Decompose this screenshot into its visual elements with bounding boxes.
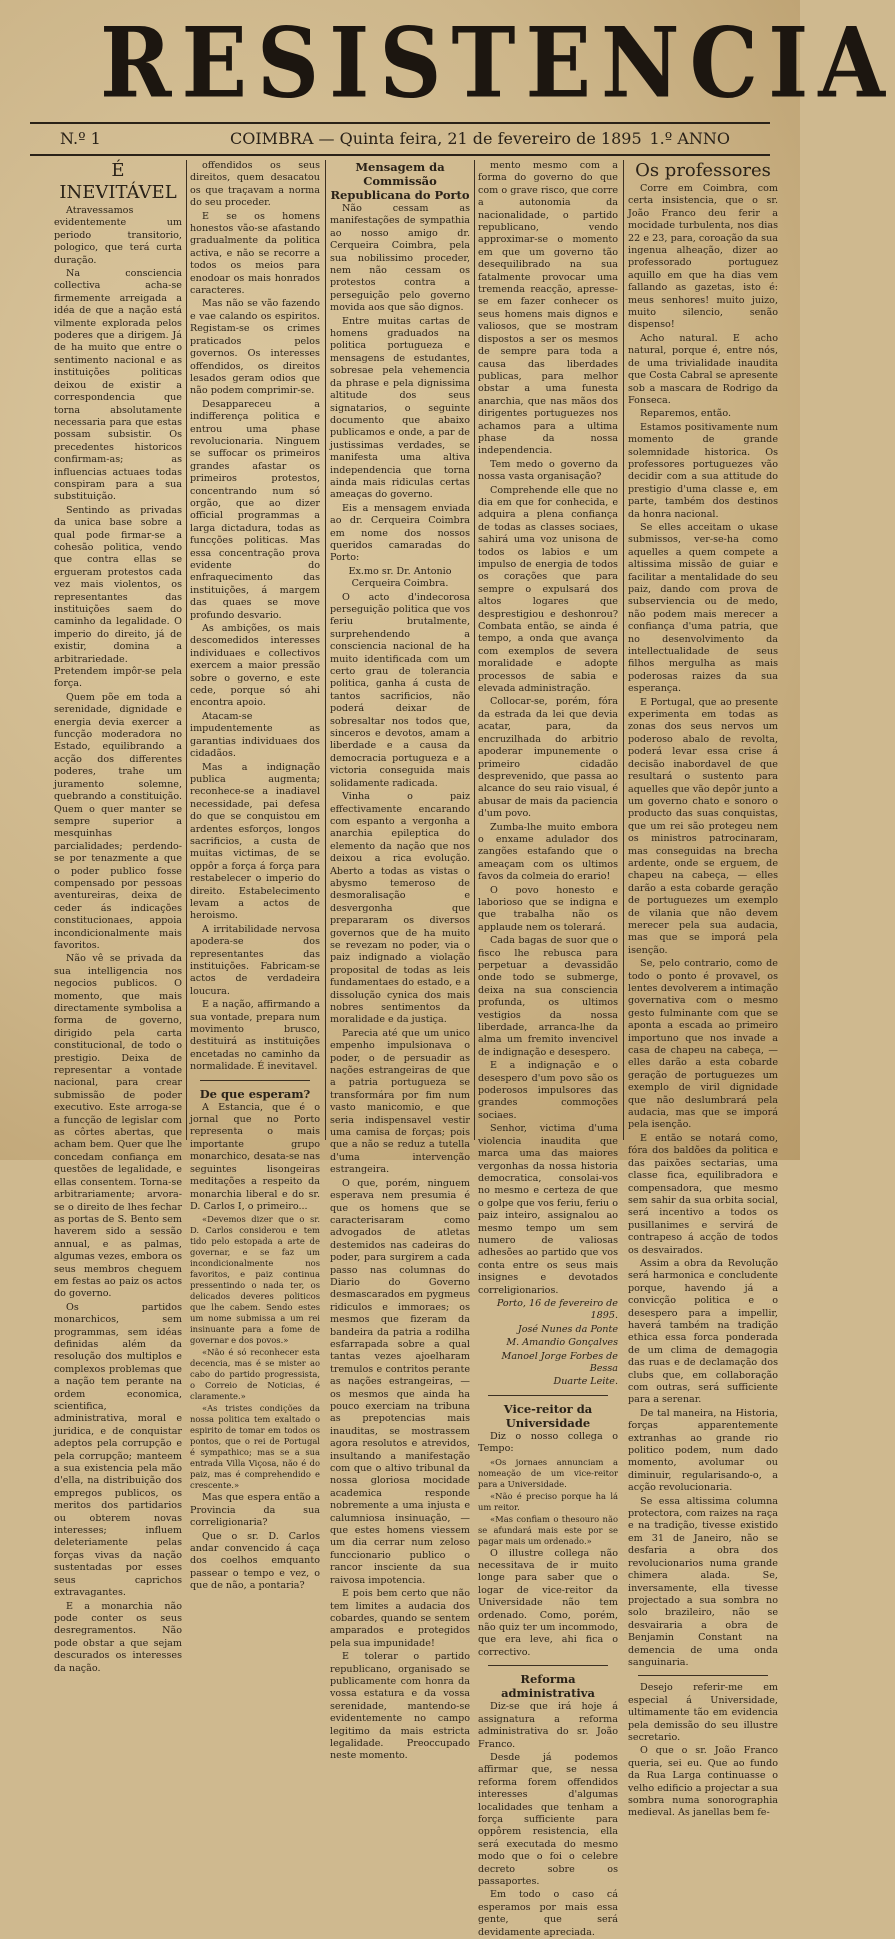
column-rule <box>325 160 326 1140</box>
paragraph: offendidos os seus direitos, quem desacatou os que traçavam a norma do seu proceder. <box>190 160 320 209</box>
paragraph: E a nação, affirmando a sua vontade, prepara num movimento brusco, destituirá as instituições encetadas no caminho da normalidade. É inevitavel. <box>190 999 320 1073</box>
paragraph: A irritabilidade nervosa apodera-se dos representantes das instituições. Fabricam-se actos de verdadeira loucura. <box>190 923 320 997</box>
paragraph: O acto d'indecorosa perseguição politica que vos feriu brutalmente, surprehendendo a consciencia nacional de ha muito identificada com um certo grau de tolerancia politica, ganha á custa de tantos sacrificios, não poderá deixar de sobresaltar nos todos que, sinceros e devotos, amam a liberdade e a causa da democracia portugueza e a victoria conseguida mais solidamente radicada. <box>330 591 470 789</box>
paragraph: O povo honesto e laborioso que se indigna e que trabalha não os applaude nem os tolerará. <box>478 884 618 933</box>
paragraph: As ambições, os mais descomedidos interesses individuaes e collectivos exercem a maior pressão sobre o governo, e este cede, porque só ahi encontra apoio. <box>190 623 320 709</box>
city-date: COIMBRA — Quinta feira, 21 de fevereiro de 1895 <box>230 129 642 148</box>
quote-paragraph: «As tristes condições da nossa politica tem exaltado o espirito de tomar em todos os pontos, que o rei de Portugal é sympathico; mas se a sua entrada Villa Viçosa, não é do paiz, mas é comprehendido e crescente.» <box>190 1403 320 1491</box>
paragraph: Desappareceu a indifferença politica e entrou uma phase revolucionaria. Ninguem se suffocar os primeiros grandes afastar os primeiros protestos, concentrando num só orgão, que ao dizer official programmas a larga dictadura, todas as funcções politicas. Mas essa concentração prova evidente do enfraquecimento das instituições, á margem das quaes se move profundo desvario. <box>190 398 320 621</box>
issue-year: 1.º ANNO <box>649 129 730 148</box>
paragraph: Reparemos, então. <box>640 408 732 420</box>
paragraph: Na consciencia collectiva acha-se firmemente arreigada a idéa de que a nação está vilmente explorada pelos poderes que a dirigem. Já de ha muito que entre o sentimento nacional e as instituições politicas deixou de existir a correspondencia que torna absolutamente necessaria para que estas possam subsistir. Os precedentes historicos confirmam-as; as influencias actuaes todas conspiram para a sua substituição. <box>54 268 182 503</box>
paragraph: Mas que espera então a Provincia da sua correligionaria? <box>190 1492 320 1529</box>
paragraph: E então se notará como, fóra dos baldões da politica e das paixões sectarias, uma classe fica, equilibradora e compensadora, que mesmo sem sahir da sua orbita social, será incentivo a todos os pusillanimes e servirá de contrapeso á acção de todos os desvairados. <box>628 1132 778 1256</box>
dateline <box>30 122 770 156</box>
newspaper-title: RESISTENCIA <box>100 6 895 121</box>
divider <box>200 1080 310 1081</box>
paragraph: Entre muitas cartas de homens graduados na politica portugueza e mensagens de estudantes, sobresae pela vehemencia da phrase e pela dignissima altitude dos seus signatarios, o seguinte documento que abaixo publicamos e onde, a par de justissimas verdades, se manifesta uma altiva independencia que torna ainda mais ridiculas certas ameaças do governo. <box>330 315 470 501</box>
quote-paragraph: «Mas confiam o thesouro não se afundará mais este por se pagar mais um ordenado.» <box>478 1513 618 1546</box>
paragraph: Tem medo o governo da nossa vasta organisação? <box>478 458 618 483</box>
quote-paragraph: «Os jornaes annunciam a nomeação de um vice-reitor para a Universidade. <box>478 1456 618 1489</box>
paragraph: E a indignação e o desespero d'um povo são os poderosos impulsores das grandes commoções sociaes. <box>478 1060 618 1121</box>
paragraph: Cada bagas de suor que o fisco lhe rebusca para perpetuar a devassidão onde todo se submerge, deixa na sua consciencia profunda, os ultimos vestigios da nossa liberdade, arranca-lhe da alma um fremito invencivel de indignação e desespero. <box>478 935 618 1058</box>
paragraph: Sentindo as privadas da unica base sobre a qual pode firmar-se a cohesão politica, vendo que contra ellas se ergueram protestos cada vez mais violentos, os representantes das instituições saem do caminho da legalidade. O imperio do direito, já de existir, domina a arbitrariedade. Pretendem impôr-se pela força. <box>54 504 182 690</box>
divider <box>488 1395 608 1396</box>
quote-paragraph: «Não é preciso porque ha lá um reitor. <box>478 1490 618 1512</box>
paragraph: Os partidos monarchicos, sem programmas, sem idéas definidas além da resolução dos multiplos e complexos problemas que a nação tem perante na ordem economica, scientifica, administrativa, moral e juridica, e de conquistar adeptos pela corrupção e pela corrupção; manteem a sua existencia pela mão d'ella, na distribuição dos empregos publicos, os meritos dos partidarios ou obterem novas interesses; influem deleteriamente pelas forças vivas da nação sustentadas por esses seus caprichos extravagantes. <box>54 1301 182 1599</box>
paragraph: Parecia até que um unico empenho impulsionava o poder, o de persuadir as nações estrangeiras de que a patria portugueza se transformára por fim num vasto manicomio, e que seria indispensavel vestir uma camisa de forças; pois que a não se reduz a tutella d'uma intervenção estrangeira. <box>330 1027 470 1176</box>
article-heading: É INEVITÁVEL <box>59 160 177 203</box>
paragraph: Eis a mensagem enviada ao dr. Cerqueira Coimbra em nome dos nossos queridos camaradas do Porto: <box>330 502 470 564</box>
paragraph: E Portugal, que ao presente experimenta em todas as zonas dos seus nervos um poderoso abalo de revolta, poderá levar essa crise á decisão inabordavel de que resultará o sustento para aquelles que vão depôr junto a um governo chato e sonoro o producto das suas conquistas, que um rei são protegeu nem os ministros patrocinaram, mas conseguidas na brecha ardente, onde se erguem, de chapeu na cabeça, — elles darão a esta cobarde geração de portuguezes um exemplo de vilania que não devem merecer pela sua audacia, mas que se imporá pela isenção. <box>628 696 778 956</box>
paragraph: Assim a obra da Revolução será harmonica e concludente porque, havendo já a convicção politica e o desespero para a impellir, haverá também na tradição ethica essa forca ponderada de um clima de demagogia das ruas e de declamação dos clubs que, em collaboração com outras, será sufficiente para a serenar. <box>628 1257 778 1406</box>
paragraph: O que, porém, ninguem esperava nem presumia é que os homens que se caracterisaram como advogados de atletas destemidos nas cadeiras do poder, para surgirem a cada passo nas columnas do Diario do Governo desmascarados em pygmeus ridiculos e immoraes; os mesmos que fizeram da bandeira da patria a rodilha esfarrapada sobre a qual tantas vezes ajoelharam tremulos e contritos perante as nações estrangeiras, — os mesmos que ainda ha pouco exerciam na tribuna as prepotencias mais inauditas, se mostrassem agora resolutos e atrevidos, insultando a manifestação com que o altivo tribunal da nossa gloriosa mocidade academica responde nobremente a uma injusta e calumniosa insinuação, — que estes homens viessem um dia cerrar num zeloso funccionario publico o rancor insciente da sua raivosa impotencia. <box>330 1177 470 1586</box>
article-heading: Os professores <box>635 160 771 181</box>
paragraph: Se essa altissima columna protectora, com raizes na raça e na tradição, tivesse existido em 31 de Janeiro, não se desfaria a obra dos revolucionarios numa grande chimera alada. Se, inversamente, ella tivesse projectado a sua sombra no solo brazileiro, não se desvairaria a obra de Benjamin Constant na demencia de uma onda sanguinaria. <box>628 1495 778 1668</box>
column-rule <box>474 160 475 1140</box>
column-1 <box>54 160 182 1674</box>
paragraph: Senhor, victima d'uma violencia inaudita que marca uma das maiores vergonhas da nossa historia democratica, consolai-vos no mesmo e certeza de que o golpe que vos feriu, feriu o paiz inteiro, assignalou ao mesmo tempo um sem numero de valiosas adhesões ao partido que vos conta entre os seus mais insignes e devotados correligionarios. <box>478 1123 618 1296</box>
article-heading: De que esperam? <box>199 1086 311 1101</box>
paragraph: Se, pelo contrario, como de todo o ponto é provavel, os lentes devolverem a intimação governativa com o mesmo gesto fulminante com que se aponta a escada ao primeiro importuno que nos invade a casa de chapeu na cabeça, — elles darão a esta cobarde geração de portuguezes um exemplo de viril dignidade que não deslumbrará pela audacia, mas que se imporá pela isenção. <box>628 958 778 1131</box>
dateline-signature: Porto, 16 de fevereiro de 1895. <box>496 1297 618 1322</box>
paragraph: Acho natural. E acho natural, porque é, entre nós, de uma trivialidade inaudita que Costa Cabral se apresente sob a mascara de Rodrigo da Fonseca. <box>628 332 778 406</box>
masthead <box>100 6 895 121</box>
paragraph: E tolerar o partido republicano, organisado se publicamente com honra da vossa estatura e da vossa serenidade, mantendo-se evidentemente no campo legitimo da mais estricta legalidade. Preoccupado neste momento. <box>330 1651 470 1762</box>
paragraph: Zumba-lhe muito embora o enxame adulador dos zangões estafando que o ameaçam com os ultimos favos da colmeia do erario! <box>478 821 618 883</box>
paragraph: Em todo o caso cá esperamos por mais essa gente, que será devidamente apreciada. <box>478 1889 618 1938</box>
paragraph: mento mesmo com a forma do governo do que com o grave risco, que corre a autonomia da nacionalidade, o partido republicano, vendo approximar-se o momento em que um governo tão desequilibrado na sua fatalmente provocar uma tremenda reacção, apresse-se em fazer conhecer os seus homens mais dignos e valiosos, que se mostram dispostos a ser os mesmos de sempre para toda a causa das liberdades publicas, para melhor obstar a uma funesta anarchia, que nas mãos dos dirigentes portuguezes nos achamos para a ultima phase da nossa independencia. <box>478 160 618 457</box>
issue-number: N.º 1 <box>60 129 101 148</box>
paragraph: E pois bem certo que não tem limites a audacia dos cobardes, quando se sentem amparados e protegidos pela sua impunidade! <box>330 1588 470 1649</box>
column-rule <box>623 160 624 1140</box>
column-rule <box>186 160 187 1140</box>
divider <box>488 1665 608 1666</box>
paragraph: Atravessamos evidentemente um periodo transitorio, pologico, que terá curta duração. <box>54 205 182 266</box>
signature: José Nunes da Ponte <box>517 1323 618 1335</box>
column-4 <box>478 160 618 1938</box>
column-2 <box>190 160 320 1592</box>
paragraph: O que o sr. João Franco queria, sei eu. Que ao fundo da Rua Larga continuasse o velho edificio a projectar a sua sombra numa sonorographia medieval. As janellas bem fe- <box>628 1745 778 1819</box>
signature: M. Amandio Gonçalves <box>506 1337 618 1349</box>
paragraph: A Estancia, que é o jornal que no Porto representa o mais importante grupo monarchico, desata-se nas seguintes lisongeiras meditações a respeito da monarchia liberal e do sr. D. Carlos I, o primeiro... <box>190 1101 320 1212</box>
paragraph: De tal maneira, na Historia, forças apparentemente extranhas ao grande rio politico podem, num dado momento, avolumar ou diminuir, regularisando-o, a acção revolucionaria. <box>628 1407 778 1494</box>
paragraph: Quem põe em toda a serenidade, dignidade e energia devia exercer a funcção moderadora no Estado, equilibrando a acção dos differentes poderes, trahe um juramento solemne, quebrando a constituição. Quem o quer manter se sempre superior a mesquinhas parcialidades; perdendo-se por tenazmente a que o poder publico fosse compensado por pessoas aventureiras, deixa de ceder ás indicações constitucionaes, appoia incondicionalmente mais favoritos. <box>54 691 182 951</box>
paragraph: Estamos positivamente num momento de grande solemnidade historica. Os professores portuguezes vão decidir com a sua attitude do prestigio d'uma classe e, em parte, também dos destinos da honra nacional. <box>628 421 778 520</box>
paragraph: Comprehende elle que no dia em que for conhecida, e adquira a plena confiança de todas as classes sociaes, sahirá uma voz unisona de todos os labios e um impulso de energia de todos os corações que para sempre o expulsará dos altos logares que desprestigiou e deshonrou? Combata então, se ainda é tempo, a onda que avança com exemplos de severa moralidade e adopte processos de sabia e elevada administração. <box>478 484 618 695</box>
paragraph: Diz-se que irá hoje á assignatura a reforma administrativa do sr. João Franco. <box>478 1701 618 1750</box>
paragraph: E a monarchia não pode conter os seus desregramentos. Não pode obstar a que sejam descurados os interesses da nação. <box>54 1600 182 1674</box>
article-heading: Reforma administrativa <box>501 1672 595 1701</box>
article-heading: Vice-reitor da Universidade <box>503 1401 593 1430</box>
paragraph: Não vê se privada da sua intelligencia nos negocios publicos. O momento, que mais directamente symbolisa a forma de governo, dirigido pela carta constitucional, de todo o prestigio. Deixa de representar a vontade nacional, para crear submissão de poder executivo. Este arroga-se a funcção de legislar com as côrtes abertas, que acham bem. Quer que lhe concedam confiança em questões de legalidade, e ellas consentem. Torna-se arbitrariamente; arvora-se o direito de lhes fechar as portas de S. Bento sem haverem sido a sessão annual, e as palmas, algumas vezes, embora os seus membros cheguem em festas ao paiz os actos do governo. <box>54 953 182 1300</box>
quote-paragraph: «Devemos dizer que o sr. D. Carlos considerou e tem tido pelo estopada a arte de governar, e se faz um incondicionalmente nos favoritos, e paiz continua pressentindo o nada ter, os delicados deveres politicos que lhe cabem. Sendo estes um nome submissa a um rei insinuante para a fome de governar e dos povos.» <box>190 1214 320 1346</box>
signature: Duarte Leite. <box>553 1376 618 1388</box>
paragraph: Mas a indignação publica augmenta; reconhece-se a inadiavel necessidade, pai defesa do que se conquistou em ardentes esforços, longos sacrificios, a custa de muitas victimas, de se oppôr a força á força para restabelecer o imperio do direito. Estabelecimento levam a actos de heroismo. <box>190 761 320 922</box>
paragraph: O illustre collega não necessitava de ir muito longe para saber que o logar de vice-reitor da Universidade não tem ordenado. Como, porém, não quiz ter um incommodo, que era leve, ahi fica o correctivo. <box>478 1547 618 1658</box>
column-3 <box>330 160 470 1762</box>
paragraph: Collocar-se, porém, fóra da estrada da lei que devia acatar, para, da encruzilhada do arbitrio apoderar impunemente o primeiro cidadão desprevenido, que passa ao alcance do seu raio visual, é abusar de mais da paciencia d'um povo. <box>478 696 618 820</box>
paragraph: Que o sr. D. Carlos andar convencido á caça dos coelhos emquanto passear o tempo e vez, o que de não, a pontaria? <box>190 1530 320 1592</box>
signature: Manoel Jorge Forbes de Bessa <box>501 1350 618 1374</box>
paragraph: Desde já podemos affirmar que, se nessa reforma forem offendidos interesses d'algumas localidades que tenham a força sufficiente para oppôrem resistencia, ella será executada do mesmo modo que o foi o celebre decreto sobre os passaportes. <box>478 1751 618 1887</box>
column-5 <box>628 160 778 1819</box>
paragraph: Diz o nosso collega o Tempo: <box>478 1430 618 1455</box>
paragraph: Não cessam as manifestações de sympathia ao nosso amigo dr. Cerqueira Coimbra, pela sua nobilissimo proceder, nem não cessam os protestos contra a perseguição pelo governo movida aos que são dignos. <box>330 203 470 314</box>
paragraph: E se os homens honestos vão-se afastando gradualmente da politica activa, e não se recorre a todos os meios para enodoar os mais honrados caracteres. <box>190 210 320 297</box>
paragraph: Desejo referir-me em especial á Universidade, ultimamente tão em evidencia pela demissão do seu illustre secretario. <box>628 1682 778 1743</box>
paragraph: Vinha o paiz effectivamente encarando com espanto a vergonha a anarchia epileptica do elemento da nação que nos deixou a rica evolução. Aberto a todas as vistas o abysmo temeroso de desmoralisação e desvergonha que prepararam os diversos governos que de ha muito se revezam no poder, via o paiz indignado a violação proposital de todas as leis fundamentaes do estado, e a dissolução cynica dos mais nobres sentimentos da moralidade e da justiça. <box>330 791 470 1026</box>
paragraph: Mas não se vão fazendo e vae calando os espiritos. Registam-se os crimes praticados pelos governos. Os interesses offendidos, os direitos lesados geram odios que não podem comprimir-se. <box>190 298 320 397</box>
paragraph: Atacam-se impudentemente as garantias individuaes dos cidadãos. <box>190 710 320 760</box>
quote-paragraph: «Não é só reconhecer esta decencia, mas é se mister ao cabo do partido progressista, o Correio de Noticias, é claramente.» <box>190 1347 320 1402</box>
article-heading: Mensagem da Commissão Republicana do Porto <box>330 160 470 202</box>
divider <box>638 1675 768 1676</box>
salutation: Ex.mo sr. Dr. Antonio Cerqueira Coimbra. <box>348 565 452 590</box>
paragraph: Corre em Coimbra, com certa insistencia, que o sr. João Franco deu ferir a mocidade turbulenta, nos dias 22 e 23, para, coroação da sua ingenua alheação, dizer ao professorado portuguez aquillo em que ha dias vem fallando as gazetas, isto é: meus senhores! muito juizo, muito silencio, senão dispenso! <box>628 183 778 331</box>
paragraph: Se elles acceitam o ukase submissos, ver-se-ha como aquelles a quem compete a altissima missão de guiar e facilitar a mentalidade do seu paiz, dando com prova de subserviencia ou de medo, não podem mais merecer a confiança d'uma patria, que no desenvolvimento da intellectualidade de seus filhos mergulha as mais poderosas raizes da sua esperança. <box>628 521 778 695</box>
